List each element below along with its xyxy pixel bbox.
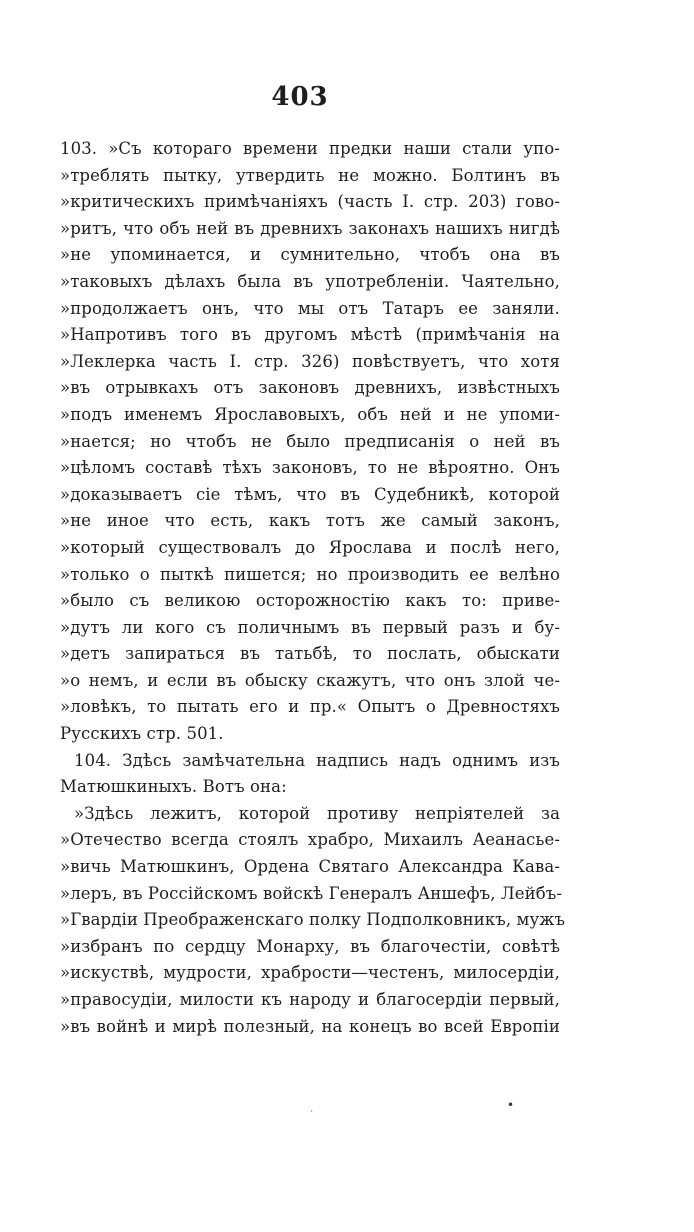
text-line: »доказываетъ сіе тѣмъ, что въ Судебникѣ, которой [60,484,560,504]
text-line: »цѣломъ составѣ тѣхъ законовъ, то не вѣроятно. Онъ [60,458,560,478]
page-text [60,136,566,1040]
text-line: »правосудіи, милости къ народу и благосердіи первый, [60,990,560,1009]
text-line: »который существовалъ до Ярослава и послѣ него, [60,537,560,557]
text-line: »критическихъ примѣчаніяхъ (часть I. стр. 203) гово- [60,192,560,212]
text-line: »Гвардіи Преображенскаго полку Подполковникъ, мужъ [60,910,566,930]
text-line: »не упоминается, и сумнительно, чтобъ она въ [60,245,560,265]
text-line: »треблять пытку, утвердить не можно. Болтинъ въ [60,165,560,185]
text-line: »ловѣкъ, то пытать его и пр.« Опытъ о Древностяхъ [60,697,560,717]
text-line: »въ войнѣ и мирѣ полезный, на конецъ во всей Европіи [60,1016,560,1036]
text-line: Русскихъ стр. 501. [60,724,224,744]
text-line: »Напротивъ того въ другомъ мѣстѣ (примѣчанія на [60,325,560,345]
text-line: »не иное что есть, какъ тотъ же самый законъ, [60,511,560,531]
text-line: »Здѣсь лежитъ, которой противу непріятелей за [74,803,560,823]
note-103 [60,136,560,748]
text-line: »подъ именемъ Ярославовыхъ, объ ней и не упоми- [60,404,560,424]
text-line: »нается; но чтобъ не было предписанія о ней въ [60,431,560,451]
ink-speck: • [507,1098,515,1112]
text-line: »дутъ ли кого съ поличнымъ въ первый разъ и бу- [60,617,560,637]
text-line: »Отечество всегда стоялъ храбро, Михаилъ Аеанасье- [60,830,560,850]
text-line: »въ отрывкахъ отъ законовъ древнихъ, извѣстныхъ [60,378,560,398]
text-line: »ритъ, что объ ней въ древнихъ законахъ нашихъ нигдѣ [60,218,560,238]
text-line: »Леклерка часть I. стр. 326) повѣствуетъ, что хотя [60,351,560,371]
page-number: 403 [271,82,329,112]
ink-speck: ` [310,1110,314,1119]
text-line: »таковыхъ дѣлахъ была въ употребленіи. Чаятельно, [60,271,560,291]
text-line: Матюшкиныхъ. Вотъ она: [60,777,287,797]
text-line: »искуствѣ, мудрости, храбрости—честенъ, милосердіи, [60,963,560,983]
text-line: »было съ великою осторожностію какъ то: приве- [60,591,560,611]
text-line: »о немъ, и если въ обыску скажутъ, что онъ злой че- [60,670,560,690]
text-line: 103. »Съ котораго времени предки наши стали упо- [60,139,560,158]
text-line: »детъ запираться въ татьбѣ, то послать, обыскати [60,644,560,664]
note-104 [60,748,566,1041]
text-line: »вичь Матюшкинъ, Ордена Святаго Александра Кава- [60,857,560,877]
text-line: »только о пыткѣ пишется; но производить ее велѣно [60,564,560,584]
text-line: 104. Здѣсь замѣчательна надпись надъ однимъ изъ [74,750,560,770]
text-line: »избранъ по сердцу Монарху, въ благочестіи, совѣтѣ [60,936,560,956]
text-line: »леръ, въ Россійскомъ войскѣ Генералъ Аншефъ, Лейбъ- [60,883,563,903]
text-line: »продолжаетъ онъ, что мы отъ Татаръ ее заняли. [60,298,560,318]
